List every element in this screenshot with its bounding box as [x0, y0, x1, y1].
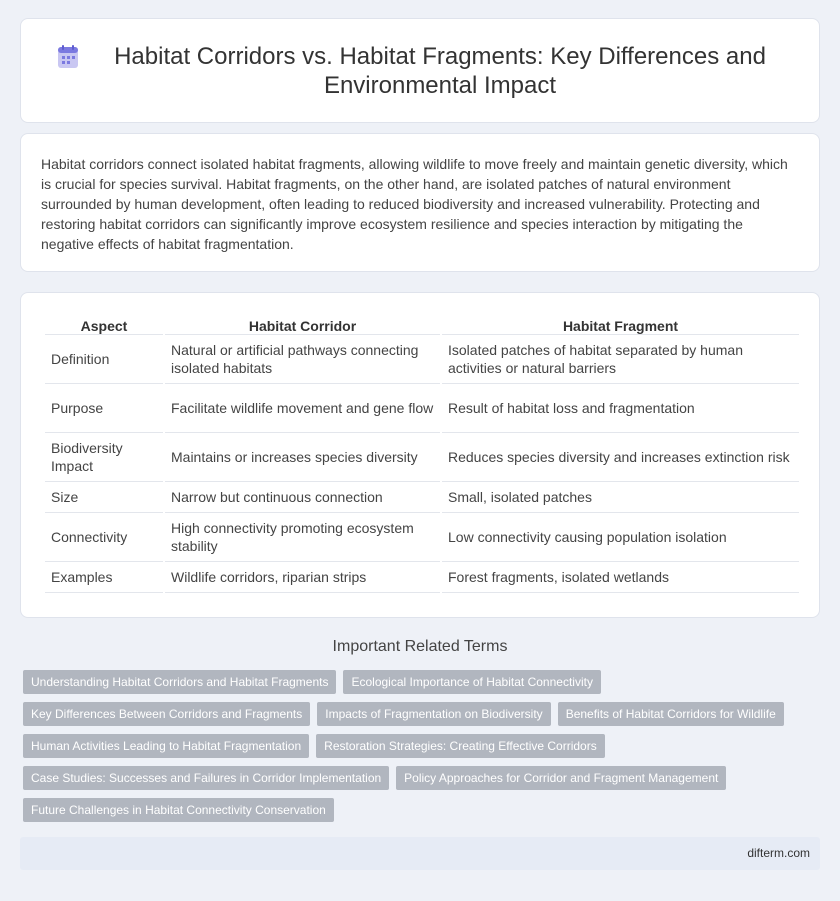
- table-row: [45, 433, 799, 482]
- intro-card: [20, 133, 820, 272]
- header-card: [20, 18, 820, 123]
- table-cell: Size: [45, 482, 163, 513]
- column-header: Habitat Corridor: [165, 313, 440, 335]
- table-cell: Reduces species diversity and increases extinction risk: [442, 433, 799, 482]
- table-cell: Maintains or increases species diversity: [165, 433, 440, 482]
- related-term-tag[interactable]: Restoration Strategies: Creating Effective Corridors: [316, 734, 605, 758]
- column-header: Habitat Fragment: [442, 313, 799, 335]
- table-cell: Connectivity: [45, 513, 163, 562]
- document-icon: [55, 44, 81, 70]
- table-header-row: [45, 313, 799, 335]
- table-cell: High connectivity promoting ecosystem stability: [165, 513, 440, 562]
- related-terms-list: [23, 670, 803, 830]
- related-term-tag[interactable]: Ecological Importance of Habitat Connectivity: [343, 670, 600, 694]
- table-cell: Narrow but continuous connection: [165, 482, 440, 513]
- footer-site[interactable]: difterm.com: [747, 846, 810, 860]
- footer: [20, 837, 820, 870]
- related-term-tag[interactable]: Impacts of Fragmentation on Biodiversity: [317, 702, 550, 726]
- table-cell: Biodiversity Impact: [45, 433, 163, 482]
- related-terms-title: Important Related Terms: [332, 638, 508, 655]
- table-cell: Definition: [45, 335, 163, 384]
- table-cell: Examples: [45, 562, 163, 593]
- page-title: Habitat Corridors vs. Habitat Fragments: Key Differences and Environmental Impact: [114, 42, 766, 99]
- table-row: [45, 482, 799, 513]
- table-cell: Natural or artificial pathways connecting isolated habitats: [165, 335, 440, 384]
- related-term-tag[interactable]: Case Studies: Successes and Failures in Corridor Implementation: [23, 766, 389, 790]
- table-cell: Wildlife corridors, riparian strips: [165, 562, 440, 593]
- table-row: [45, 384, 799, 433]
- table-cell: Forest fragments, isolated wetlands: [442, 562, 799, 593]
- related-term-tag[interactable]: Future Challenges in Habitat Connectivity Conservation: [23, 798, 334, 822]
- related-term-tag[interactable]: Benefits of Habitat Corridors for Wildlife: [558, 702, 784, 726]
- comparison-table: [43, 313, 801, 593]
- table-cell: Isolated patches of habitat separated by human activities or natural barriers: [442, 335, 799, 384]
- table-cell: Purpose: [45, 384, 163, 433]
- related-term-tag[interactable]: Key Differences Between Corridors and Fragments: [23, 702, 310, 726]
- table-row: [45, 562, 799, 593]
- related-term-tag[interactable]: Policy Approaches for Corridor and Fragment Management: [396, 766, 726, 790]
- table-row: [45, 335, 799, 384]
- intro-text: Habitat corridors connect isolated habitat fragments, allowing wildlife to move freely and maintain genetic diversity, which is crucial for species survival. Habitat fragments, on the other hand, are isolated patches of natural environment surrounded by human development, often leading to reduced biodiversity and increased vulnerability. Protecting and restoring habitat corridors can significantly improve ecosystem resilience and species interaction by mitigating the negative effects of habitat fragmentation.: [41, 156, 788, 252]
- table-cell: Result of habitat loss and fragmentation: [442, 384, 799, 433]
- table-cell: Small, isolated patches: [442, 482, 799, 513]
- table-cell: Low connectivity causing population isolation: [442, 513, 799, 562]
- comparison-card: [20, 292, 820, 618]
- table-cell: Facilitate wildlife movement and gene flow: [165, 384, 440, 433]
- related-term-tag[interactable]: Understanding Habitat Corridors and Habitat Fragments: [23, 670, 336, 694]
- column-header: Aspect: [45, 313, 163, 335]
- related-term-tag[interactable]: Human Activities Leading to Habitat Fragmentation: [23, 734, 309, 758]
- table-row: [45, 513, 799, 562]
